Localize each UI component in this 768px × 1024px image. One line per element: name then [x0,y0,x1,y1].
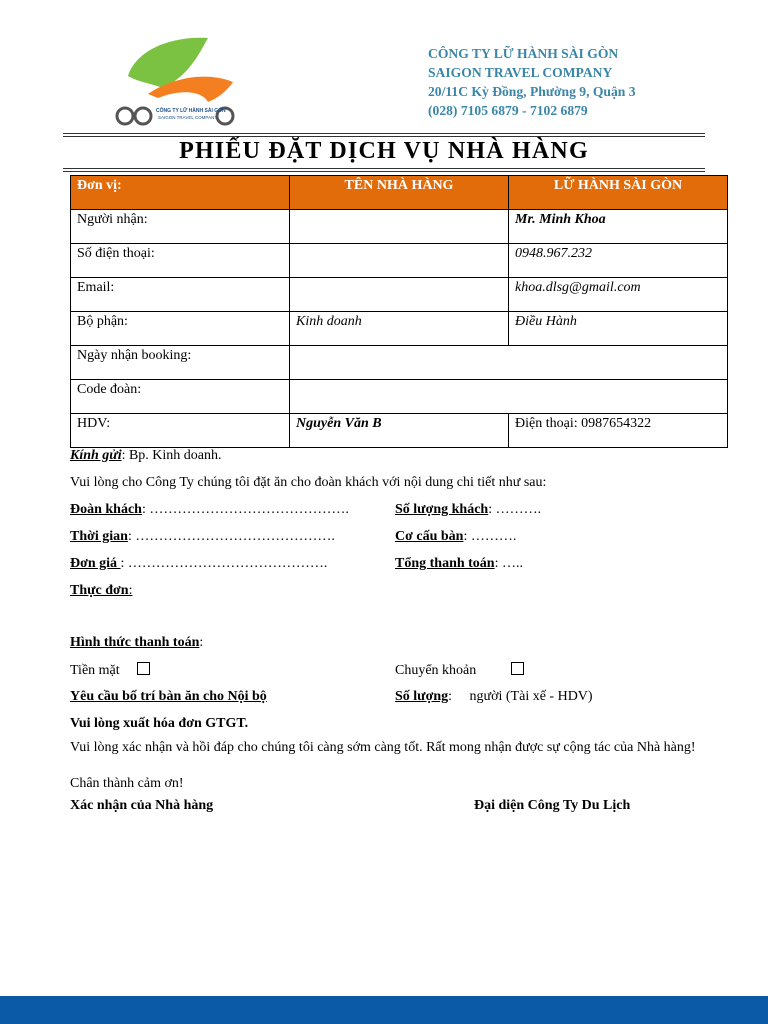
sign-restaurant: Xác nhận của Nhà hàng [70,798,214,813]
transfer-label: Chuyển khoản [395,663,477,678]
table-row [71,210,728,244]
title-rule [63,168,705,169]
table-header-row [71,176,728,210]
table-cell: Email: [71,278,290,312]
table-cell[interactable] [290,210,509,244]
don-gia-line [70,556,327,572]
wheel-left-icon [117,108,133,124]
cash-checkbox[interactable] [137,662,150,675]
co-cau-ban-line [395,529,516,545]
company-phone: (028) 7105 6879 - 7102 6879 [428,103,588,118]
thuc-don-label: Thực đơn [70,583,129,598]
don-gia-label: Đơn giá [70,556,121,571]
top-rule-2 [63,136,705,137]
table-header-cell: LỮ HÀNH SÀI GÒN [509,176,728,210]
kinh-gui-line [70,448,222,464]
transfer-checkbox[interactable] [511,662,524,675]
tong-thanh-toan-label: Tổng thanh toán [395,556,495,571]
thuc-don-line [70,583,132,599]
table-cell: Mr. Minh Khoa [509,210,728,244]
table-cell: Số điện thoại: [71,244,290,278]
so-luong-khach-line [395,502,541,518]
company-name-vi: CÔNG TY LỮ HÀNH SÀI GÒN [428,46,619,61]
co-cau-ban-label: Cơ cấu bàn [395,529,464,544]
internal-qty-value[interactable]: : người (Tài xế - HDV) [448,689,593,704]
transfer-option [395,662,524,679]
table-row [71,312,728,346]
table-cell: Nguyễn Văn B [290,414,509,448]
internal-qty-label: Số lượng [395,689,449,704]
internal-line [70,689,267,705]
table-row [71,346,728,380]
vat-request: Vui lòng xuất hóa đơn GTGT. [70,716,249,731]
title-rule-2 [63,171,705,172]
table-row [71,244,728,278]
table-cell: Ngày nhận booking: [71,346,290,380]
page-title: PHIẾU ĐẶT DỊCH VỤ NHÀ HÀNG [179,138,589,164]
table-cell: Code đoàn: [71,380,290,414]
table-row [71,278,728,312]
table-cell[interactable] [290,244,509,278]
table-cell[interactable] [290,278,509,312]
table-row [71,414,728,448]
doan-khach-label: Đoàn khách [70,502,142,517]
table-header-cell: Đơn vị: [71,176,290,210]
tong-thanh-toan-value[interactable]: : ….. [494,556,523,571]
payment-label: Hình thức thanh toán [70,635,200,650]
internal-qty-line [395,689,593,705]
so-luong-khach-label: Số lượng khách [395,502,489,517]
company-name-en: SAIGON TRAVEL COMPANY [428,65,613,80]
tong-thanh-toan-line [395,556,523,572]
don-gia-value[interactable]: : ……………………………………. [120,556,328,571]
company-logo [108,36,243,130]
doan-khach-value[interactable]: : ……………………………………. [141,502,349,517]
table-cell: HDV: [71,414,290,448]
top-rule [63,133,705,134]
logo-text-vi: CÔNG TY LỮ HÀNH SÀI GÒN [156,108,226,114]
co-cau-ban-value[interactable]: : ………. [463,529,517,544]
logo-text-en: SAIGON TRAVEL COMPANY [158,115,218,120]
internal-label: Yêu cầu bố trí bàn ăn cho Nội bộ [70,689,267,704]
table-row [71,380,728,414]
doan-khach-line [70,502,349,518]
intro-text: Vui lòng cho Công Ty chúng tôi đặt ăn cho đoàn khách với nội dung chi tiết như sau: [70,475,547,490]
cash-option [70,662,150,679]
so-luong-khach-value[interactable]: : ………. [488,502,542,517]
cash-label: Tiền mặt [70,663,120,678]
kinh-gui-value: : Bp. Kinh doanh. [121,448,222,463]
table-cell: Điều Hành [509,312,728,346]
wheel-middle-icon [135,108,151,124]
table-cell: Điện thoại: 0987654322 [509,414,728,448]
table-header-cell: TÊN NHÀ HÀNG [290,176,509,210]
sign-company: Đại diện Công Ty Du Lịch [474,798,631,813]
kinh-gui-label: Kính gửi [70,448,122,463]
table-cell: Kinh doanh [290,312,509,346]
table-cell: khoa.dlsg@gmail.com [509,278,728,312]
table-cell: Bộ phận: [71,312,290,346]
footer-bar [0,996,768,1024]
table-cell: Người nhận: [71,210,290,244]
thoi-gian-value[interactable]: : ……………………………………. [127,529,335,544]
thoi-gian-line [70,529,335,545]
company-info [428,44,636,120]
company-address: 20/11C Kỳ Đồng, Phường 9, Quận 3 [428,84,636,99]
booking-table [70,175,728,448]
confirm-text: Vui lòng xác nhận và hồi đáp cho chúng tôi càng sớm càng tốt. Rất mong nhận được sự cộng tác của Nhà hàng! [70,740,696,755]
thoi-gian-label: Thời gian [70,529,128,544]
payment-colon: : [199,635,204,650]
thuc-don-value: : [128,583,133,598]
thanks-text: Chân thành cảm ơn! [70,776,184,791]
table-cell: 0948.967.232 [509,244,728,278]
payment-line [70,635,203,651]
table-cell[interactable] [290,380,728,414]
table-cell[interactable] [290,346,728,380]
